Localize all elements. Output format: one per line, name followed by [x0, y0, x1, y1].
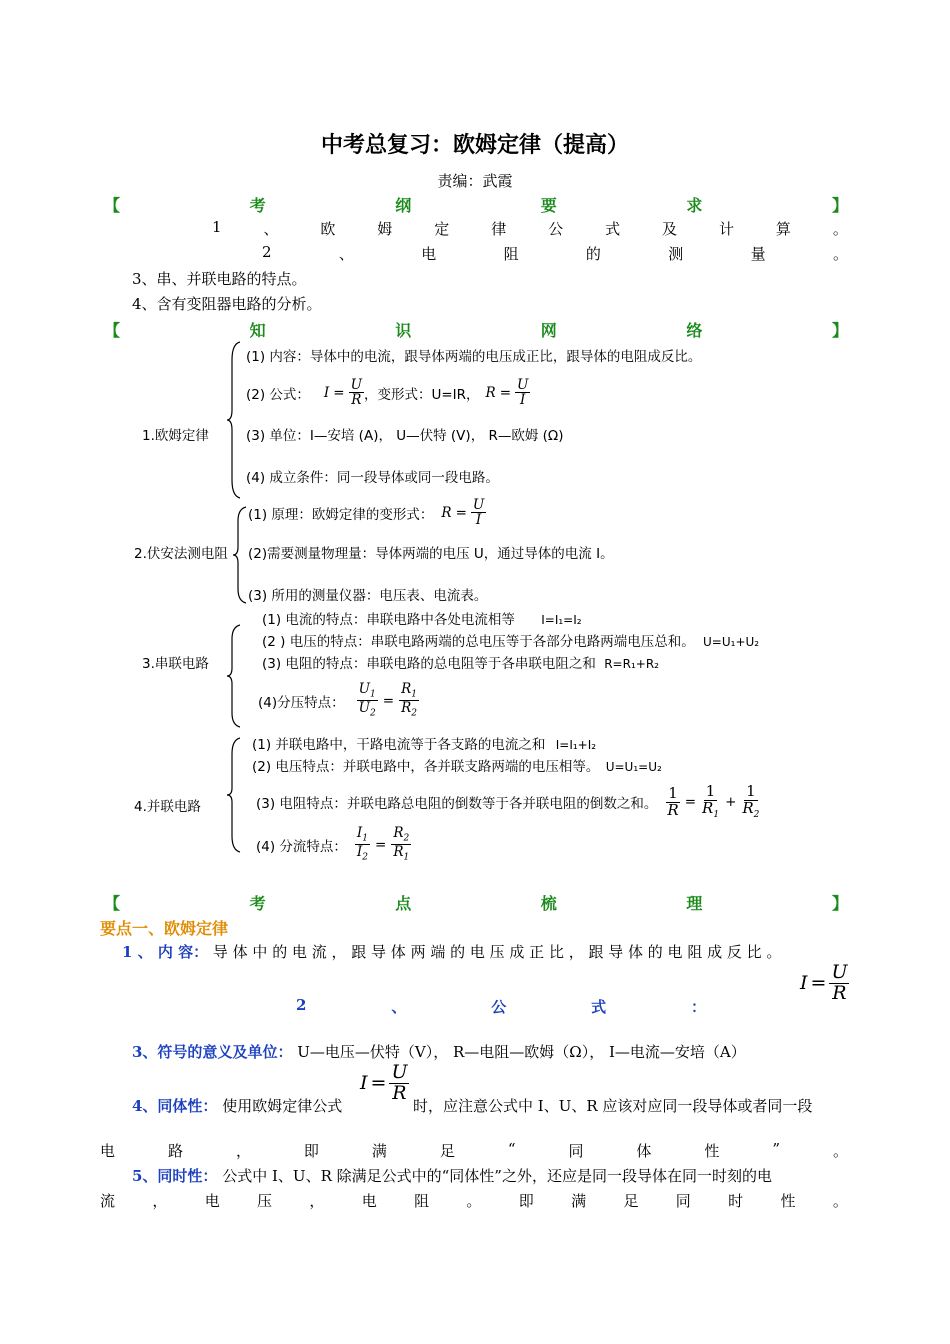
- p5-char: 时: [728, 1192, 744, 1210]
- measure-principle: [248, 498, 486, 527]
- p4-char: 足: [439, 1142, 455, 1160]
- ohm-condition: (4) 成立条件：同一段导体或同一段电路。: [246, 470, 499, 486]
- sym: I: [356, 825, 363, 841]
- p5-char: 性: [780, 1192, 796, 1210]
- req-char: 测: [668, 245, 684, 263]
- sym: U: [358, 681, 371, 697]
- frac-num: [355, 826, 370, 845]
- frac-num: 1: [705, 782, 716, 800]
- p2-char: ：: [690, 998, 706, 1016]
- p5-char: 阻: [414, 1192, 430, 1210]
- series-resistance-formula: R=R₁+R₂: [604, 657, 659, 671]
- frac-den: [357, 701, 378, 719]
- frac-den: R: [392, 1081, 407, 1104]
- parallel-current-formula: I=I₁+I₂: [555, 738, 597, 752]
- sub: 2: [370, 708, 376, 719]
- fraction-R1-over-R2: [399, 682, 419, 719]
- req-char: 量: [750, 245, 766, 263]
- sym: R: [393, 825, 404, 841]
- bracket-close: 】: [831, 894, 848, 913]
- frac-den: [399, 701, 419, 719]
- sub: 2: [753, 809, 760, 820]
- req-char: 电: [421, 245, 437, 263]
- req-char: 1: [212, 218, 222, 236]
- sym-R: R: [441, 504, 452, 521]
- p4-char: 。: [832, 1142, 848, 1160]
- header-char: 网: [540, 321, 557, 340]
- point-1-label: 1 、 内 容：: [122, 943, 209, 961]
- series-voltage: [262, 630, 759, 650]
- fraction-U1-over-U2: [357, 682, 378, 719]
- page-title: 中考总复习：欧姆定律（提高）: [320, 132, 629, 158]
- requirement-4: 4、含有变阻器电路的分析。: [132, 295, 322, 313]
- req-char: 姆: [377, 220, 393, 238]
- req-char: 律: [491, 220, 507, 238]
- frac-den: R: [351, 392, 362, 409]
- header-char: 点: [395, 894, 412, 913]
- network-ohm-label: 1.欧姆定律: [142, 428, 209, 444]
- frac-num: U: [472, 497, 485, 513]
- p4-char: “: [507, 1140, 516, 1158]
- p4-char: 满: [371, 1142, 387, 1160]
- point-3-text: U—电压—伏特（V）， R—电阻—欧姆（Ω）， I—电流—安培（A）: [297, 1043, 746, 1061]
- fraction-U-over-R: [389, 1063, 409, 1104]
- p5-char: 。: [832, 1192, 848, 1210]
- p5-char: 压: [257, 1192, 273, 1210]
- fraction-1-over-R2: [740, 784, 761, 820]
- req-char: 。: [832, 245, 848, 263]
- p2-char: 2: [296, 996, 307, 1014]
- frac-den: I: [520, 392, 526, 409]
- network-parallel-label: 4.并联电路: [134, 799, 201, 815]
- section-header-wangluo: [104, 318, 848, 341]
- header-char: 纲: [395, 196, 412, 215]
- req-char: 及: [662, 220, 678, 238]
- fraction-1-over-R: [665, 783, 680, 819]
- requirement-3: 3、串、并联电路的特点。: [132, 270, 307, 288]
- req-char: 。: [832, 220, 848, 238]
- sym: R: [702, 798, 714, 817]
- ohm-formula-row: [246, 378, 530, 407]
- p4-char: ，: [235, 1142, 251, 1160]
- header-char: 识: [395, 321, 412, 340]
- frac-num: U: [831, 961, 848, 983]
- sym: U: [358, 700, 371, 717]
- bracket-close: 】: [831, 321, 848, 340]
- frac-num: U: [350, 377, 362, 393]
- header-char: 考: [249, 196, 266, 215]
- p5-char: 电: [204, 1192, 220, 1210]
- series-current: [262, 608, 582, 628]
- sym: R: [393, 844, 404, 861]
- point-4-text-a: 使用欧姆定律公式: [222, 1097, 343, 1115]
- sym-plus: +: [725, 794, 737, 811]
- measure-principle-text: (1) 原理：欧姆定律的变形式：: [248, 506, 434, 523]
- p5-char: 即: [518, 1192, 534, 1210]
- req-char: 公: [548, 220, 564, 238]
- section-header-gangyao: [104, 193, 848, 216]
- parallel-voltage: [252, 755, 662, 775]
- editor-line: 责编：武霞: [437, 172, 513, 190]
- p4-char: 性: [704, 1142, 720, 1160]
- network-series-label: 3.串联电路: [142, 656, 209, 672]
- frac-den: [700, 798, 721, 820]
- req-char: 定: [434, 220, 450, 238]
- point-4-label: 4、同体性：: [132, 1097, 218, 1115]
- requirement-1: [212, 218, 848, 239]
- sym-eq: =: [370, 1072, 387, 1095]
- req-char: 算: [775, 220, 791, 238]
- frac-den: R: [832, 981, 847, 1004]
- p5-char: ，: [152, 1192, 168, 1210]
- p5-char: 满: [571, 1192, 587, 1210]
- sym-eq: =: [499, 384, 512, 401]
- p4-char: 即: [303, 1142, 319, 1160]
- parallel-current: [252, 733, 596, 753]
- ohm-formula-prefix: (2) 公式：: [246, 386, 310, 403]
- req-char: 、: [263, 220, 279, 238]
- sym-eq: =: [455, 504, 467, 521]
- p2-char: 式: [591, 998, 607, 1016]
- ohm-units: (3) 单位：I—安培 (A)， U—伏特 (V)， R—欧姆 (Ω): [246, 428, 564, 444]
- series-current-text: (1) 电流的特点：串联电路中各处电流相等: [262, 612, 515, 628]
- sub: 1: [411, 689, 417, 700]
- sym-R: R: [485, 384, 496, 401]
- sym-I: I: [323, 384, 330, 401]
- p4-char: 电: [100, 1142, 116, 1160]
- frac-num: U: [391, 1061, 408, 1083]
- sub: 1: [370, 689, 376, 700]
- p5-char: 。: [466, 1192, 482, 1210]
- sym-eq: =: [684, 794, 697, 811]
- sub: 2: [403, 833, 410, 844]
- sym-eq: =: [810, 972, 827, 995]
- series-voltage-formula: U=U₁+U₂: [703, 635, 760, 649]
- sym-eq: =: [382, 692, 395, 709]
- brace-series: [226, 623, 246, 729]
- sym-eq: =: [333, 384, 345, 401]
- network-measure-label: 2.伏安法测电阻: [134, 546, 228, 562]
- sub: 2: [411, 708, 417, 719]
- series-divider-text: (4)分压特点：: [258, 694, 345, 711]
- point-4: [132, 1095, 342, 1116]
- header-char: 求: [686, 196, 703, 215]
- point-1-text: 导 体 中 的 电 流 ， 跟 导 体 两 端 的 电 压 成 正 比 ， 跟 导 体 的 电 阻 成 反 比 。: [212, 943, 782, 961]
- point-3-label: 3、符号的意义及单位：: [132, 1043, 293, 1061]
- parallel-divider: [256, 826, 411, 863]
- point-1: [122, 941, 781, 962]
- point-4-formula: [360, 1063, 409, 1104]
- measure-instruments: (3) 所用的测量仪器：电压表、电流表。: [248, 588, 488, 604]
- series-voltage-text: (2 ) 电压的特点：串联电路两端的总电压等于各部分电路两端电压总和。: [262, 634, 695, 650]
- frac-num: U: [517, 377, 529, 393]
- ohm-variant-text: ，变形式：U=IR，: [363, 386, 480, 403]
- sub: 1: [362, 833, 368, 844]
- frac-num: [399, 682, 419, 701]
- p5-char: 流: [100, 1192, 116, 1210]
- req-char: 阻: [503, 245, 519, 263]
- fraction-U-over-R: [829, 963, 849, 1004]
- parallel-current-text: (1) 并联电路中，干路电流等于各支路的电流之和: [252, 737, 546, 753]
- p4-char: 路: [167, 1142, 183, 1160]
- series-divider: [258, 682, 419, 719]
- sym-I: I: [360, 1072, 368, 1095]
- point-2-formula: [800, 963, 849, 1004]
- p5-char: ，: [309, 1192, 325, 1210]
- sym: I: [356, 844, 363, 861]
- req-char: 的: [585, 245, 601, 263]
- sym: R: [401, 700, 412, 717]
- measure-quantities: (2)需要测量物理量：导体两端的电压 U，通过导体的电流 I。: [248, 546, 614, 562]
- frac-den: [355, 845, 370, 863]
- header-char: 梳: [540, 894, 557, 913]
- p5-char: 同: [675, 1192, 691, 1210]
- p4-char: ”: [772, 1140, 781, 1158]
- p2-char: 、: [391, 998, 407, 1016]
- point-5: [132, 1165, 772, 1186]
- sym: R: [401, 681, 412, 697]
- frac-num: [391, 826, 411, 845]
- section-header-shuli: [104, 891, 848, 914]
- fraction-U-over-I: [515, 378, 530, 407]
- series-current-formula: I=I₁=I₂: [541, 613, 582, 627]
- sub: 1: [403, 852, 410, 863]
- sub: 2: [362, 852, 368, 863]
- header-char: 知: [249, 321, 266, 340]
- parallel-voltage-formula: U=U₁=U₂: [605, 760, 662, 774]
- parallel-resistance: [256, 784, 761, 820]
- frac-num: [357, 682, 378, 701]
- sym-I: I: [800, 972, 808, 995]
- parallel-divider-text: (4) 分流特点：: [256, 838, 347, 855]
- req-char: 、: [338, 245, 354, 263]
- point-4-text-b: 时，应注意公式中 I、U、R 应该对应同一段导体或者同一段: [413, 1097, 813, 1115]
- frac-den: [740, 798, 761, 820]
- parallel-voltage-text: (2) 电压特点：并联电路中，各并联支路两端的电压相等。: [252, 759, 600, 775]
- req-char: 计: [718, 220, 734, 238]
- series-resistance: [262, 652, 659, 672]
- bracket-open: 【: [104, 321, 121, 340]
- bracket-open: 【: [104, 894, 121, 913]
- req-char: 2: [262, 243, 272, 261]
- frac-num: 1: [668, 783, 678, 802]
- series-resistance-text: (3) 电阻的特点：串联电路的总电阻等于各串联电阻之和: [262, 656, 596, 672]
- point-2: [296, 996, 706, 1017]
- point-5-line-2: [100, 1190, 848, 1211]
- point-heading: 要点一、欧姆定律: [100, 919, 229, 938]
- req-char: 欧: [320, 220, 336, 238]
- sym: R: [742, 798, 754, 817]
- frac-den: [391, 845, 411, 863]
- point-5-label: 5、同时性：: [132, 1167, 218, 1185]
- frac-den: I: [475, 512, 482, 529]
- sub: 1: [713, 809, 720, 820]
- p4-char: 同: [568, 1142, 584, 1160]
- fraction-1-over-R1: [700, 784, 721, 820]
- fraction-R2-over-R1: [391, 826, 411, 863]
- ohm-content: (1) 内容：导体中的电流，跟导体两端的电压成正比，跟导体的电阻成反比。: [246, 349, 702, 365]
- brace-ohm: [226, 340, 246, 500]
- header-char: 考: [249, 894, 266, 913]
- sym-eq: =: [375, 836, 387, 853]
- fraction-U-over-I: [471, 498, 486, 527]
- brace-parallel: [226, 736, 246, 854]
- frac-num: 1: [746, 782, 756, 800]
- frac-den: R: [667, 800, 679, 819]
- point-4-line-2: [100, 1140, 848, 1161]
- parallel-resistance-text: (3) 电阻特点：并联电路总电阻的倒数等于各并联电阻的倒数之和。: [256, 796, 658, 813]
- bracket-close: 】: [831, 196, 848, 215]
- header-char: 络: [686, 321, 703, 340]
- fraction-U-over-R: [349, 378, 364, 407]
- requirement-2: [262, 243, 848, 264]
- p5-char: 电: [361, 1192, 377, 1210]
- fraction-I1-over-I2: [355, 826, 370, 863]
- p2-char: 公: [491, 998, 507, 1016]
- p5-char: 足: [623, 1192, 639, 1210]
- p4-char: 体: [636, 1142, 652, 1160]
- bracket-open: 【: [104, 196, 121, 215]
- header-char: 要: [540, 196, 557, 215]
- point-5-text: 公式中 I、U、R 除满足公式中的“同体性”之外，还应是同一段导体在同一时刻的电: [222, 1167, 772, 1185]
- req-char: 式: [605, 220, 621, 238]
- point-3: [132, 1041, 746, 1062]
- header-char: 理: [686, 894, 703, 913]
